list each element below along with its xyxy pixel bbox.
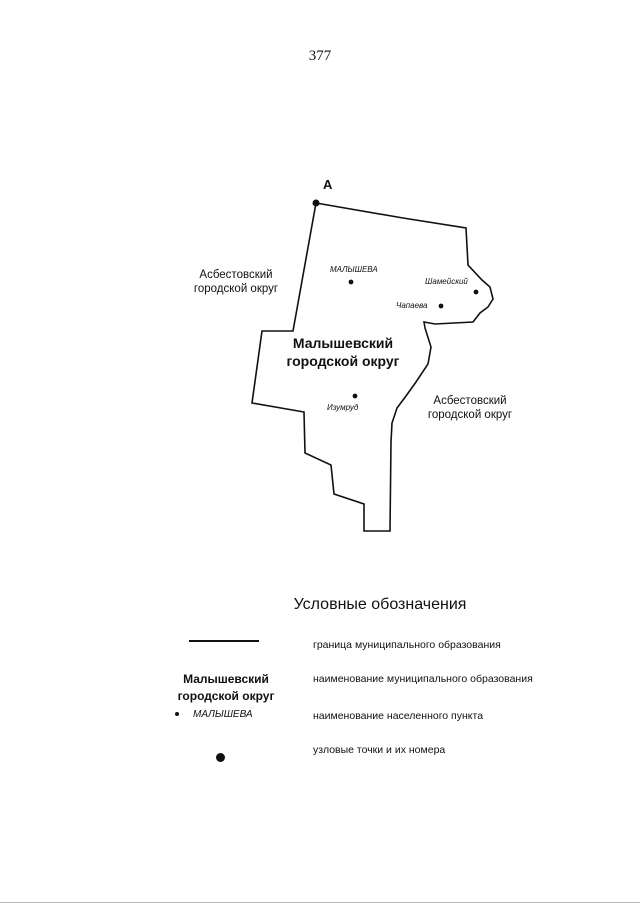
- page-number: 377: [308, 48, 332, 64]
- legend-boundary-desc: граница муниципального образования: [313, 639, 501, 651]
- neighbor-east-line1: Асбестовский: [433, 395, 507, 407]
- legend-settlement-desc: наименование населенного пункта: [313, 710, 484, 722]
- legend-sample-settlement-text: МАЛЫШЕВА: [193, 709, 253, 720]
- neighbor-label-west: [186, 268, 286, 296]
- settlement-label-malysheva: МАЛЫШЕВА: [330, 265, 378, 274]
- neighbor-label-east: [420, 394, 520, 422]
- neighbor-west-line1: Асбестовский: [199, 269, 273, 281]
- legend-node-desc: узловые точки и их номера: [313, 744, 446, 756]
- legend-title: Условные обозначения: [293, 596, 467, 613]
- neighbor-east-line2: городской округ: [427, 409, 513, 421]
- node-label-a: А: [323, 177, 333, 192]
- legend-sample-name-line2: городской округ: [177, 689, 275, 703]
- settlement-label-chapaeva: Чапаева: [396, 301, 428, 310]
- settlement-label-shameyskiy: Шамейский: [425, 277, 468, 286]
- district-name-line1: Малышевский: [292, 335, 394, 351]
- legend-settlement-sample: [175, 709, 253, 720]
- settlement-dot-izumrud: [353, 394, 358, 399]
- neighbor-west-line2: городской округ: [193, 283, 279, 295]
- settlement-dot-chapaeva: [439, 304, 444, 309]
- legend-boundary-line-sample: [189, 640, 259, 642]
- legend-district-name-sample: [170, 671, 282, 705]
- settlement-dot-shameyskiy: [474, 290, 479, 295]
- bottom-divider: [0, 902, 640, 903]
- legend-settlement-dot-icon: [175, 712, 179, 716]
- district-name-label: [278, 334, 408, 370]
- node-point-a: [313, 200, 320, 207]
- district-name-line2: городской округ: [286, 353, 400, 369]
- settlement-label-izumrud: Изумруд: [327, 403, 359, 412]
- legend-node-point-icon: [216, 753, 225, 762]
- settlement-dot-malysheva: [349, 280, 354, 285]
- legend-name-desc: наименование муниципального образования: [313, 673, 533, 685]
- legend-sample-name-line1: Малышевский: [183, 672, 269, 686]
